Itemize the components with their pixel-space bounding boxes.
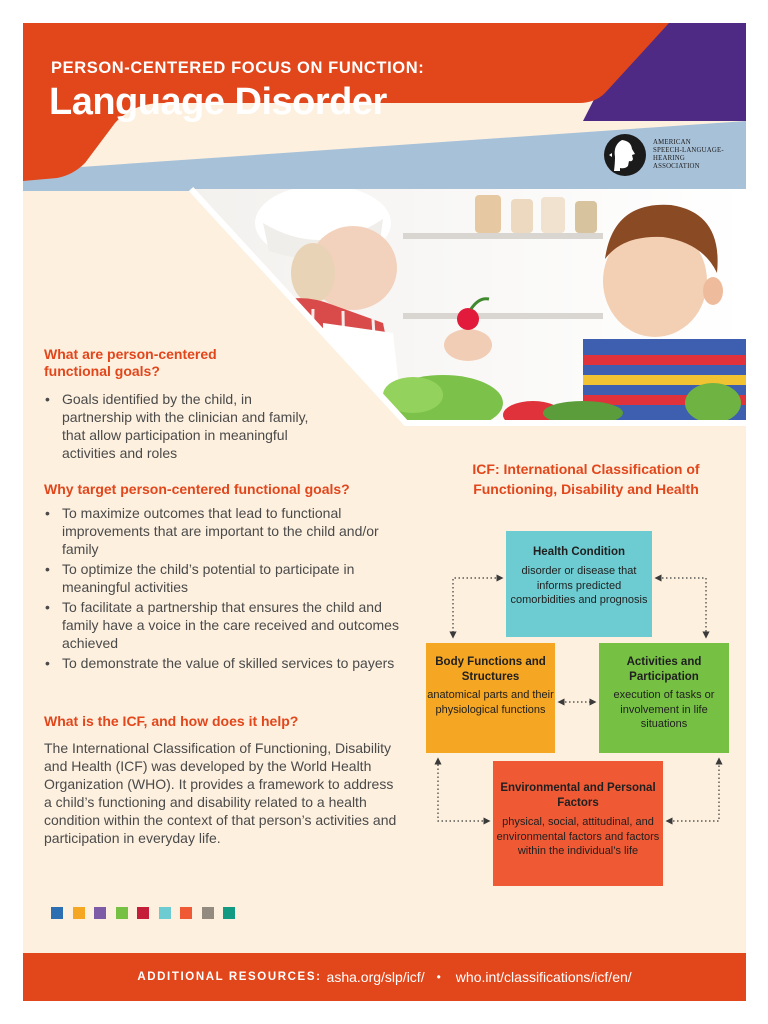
footer-resources xyxy=(23,953,746,1001)
asha-profile-icon xyxy=(603,133,647,177)
section-heading-why-target: Why target person-centered functional goals? xyxy=(44,481,350,497)
pre-title: PERSON-CENTERED FOCUS ON FUNCTION: xyxy=(51,59,425,77)
list-item: • To optimize the child’s potential to participate in meaningful activities xyxy=(44,560,404,596)
who-icf-link[interactable]: who.int/classifications/icf/en/ xyxy=(455,969,632,985)
handout-page xyxy=(23,23,746,1001)
color-swatch xyxy=(223,907,235,919)
box-description: physical, social, attitudinal, and environmental factors and factors within the individual’s life xyxy=(496,816,660,857)
asha-logo-text: AMERICAN SPEECH-LANGUAGE- HEARING ASSOCIATION xyxy=(653,139,724,170)
asha-icf-link[interactable]: asha.org/slp/icf/ xyxy=(326,969,425,985)
icf-box-activities xyxy=(599,643,729,753)
list-item: • To demonstrate the value of skilled services to payers xyxy=(44,654,404,672)
icf-box-health-condition xyxy=(506,531,652,637)
icf-description: The International Classification of Functioning, Disability and Health (ICF) was developed by the World Health Organization (WHO). It provides a framework to address a child’s functioning and disability related to a health condition within the context of that person’s activities and participation in everyday life. xyxy=(44,740,397,846)
box-title: Environmental and Personal Factors xyxy=(500,782,656,809)
icf-diagram-title: ICF: International Classification of Functioning, Disability and Health xyxy=(472,461,700,497)
bullet-list-goals xyxy=(44,390,324,464)
box-description: execution of tasks or involvement in life situations xyxy=(613,689,715,730)
color-swatch xyxy=(159,907,171,919)
box-description: anatomical parts and their physiological functions xyxy=(427,689,554,716)
box-description: disorder or disease that informs predicted comorbidities and prognosis xyxy=(510,565,648,606)
box-title: Health Condition xyxy=(533,546,625,558)
color-swatch xyxy=(51,907,63,919)
color-swatch xyxy=(202,907,214,919)
list-item: • To maximize outcomes that lead to functional improvements that are important to the child and/or family xyxy=(44,504,404,558)
list-item: • Goals identified by the child, in partnership with the clinician and family, that allow participation in meaningful activities and roles xyxy=(44,390,324,462)
color-swatch xyxy=(94,907,106,919)
asha-logo[interactable] xyxy=(603,131,733,179)
color-swatch xyxy=(180,907,192,919)
box-title: Body Functions and Structures xyxy=(435,656,546,683)
section-heading-what-is-icf: What is the ICF, and how does it help? xyxy=(44,713,299,729)
icf-box-environmental xyxy=(493,761,663,886)
icf-box-body-functions xyxy=(426,643,555,753)
section-heading-person-centered-goals: What are person-centered functional goals? xyxy=(44,346,217,379)
page-title: Language Disorder xyxy=(49,81,387,123)
separator-dot: • xyxy=(436,970,441,984)
bullet-list-why-target xyxy=(44,504,404,674)
resources-label: ADDITIONAL RESOURCES: xyxy=(137,971,322,983)
color-swatch-row xyxy=(51,907,245,919)
color-swatch xyxy=(73,907,85,919)
color-swatch xyxy=(116,907,128,919)
box-title: Activities and Participation xyxy=(626,656,702,683)
list-item: • To facilitate a partnership that ensures the child and family have a voice in the care received and outcomes achieved xyxy=(44,598,404,652)
color-swatch xyxy=(137,907,149,919)
